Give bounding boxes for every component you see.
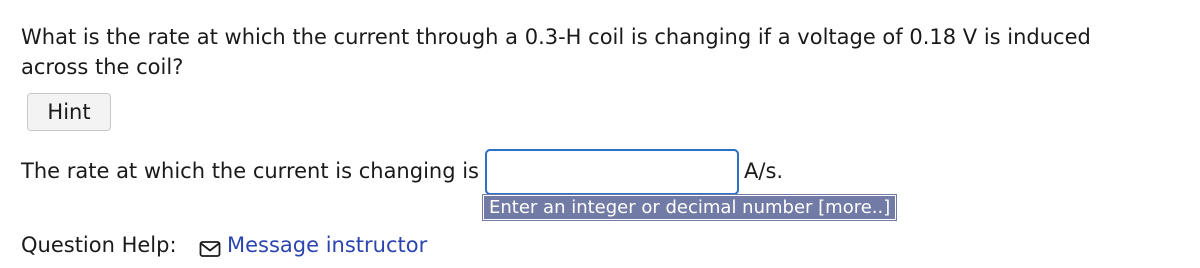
question-text: What is the rate at which the current through a 0.3-H coil is changing if a voltage of 0.18 V is induced across the coil? (21, 25, 1091, 79)
question-help-label: Question Help: (21, 233, 177, 257)
input-format-tip[interactable]: Enter an integer or decimal number [more..] (483, 195, 896, 220)
message-instructor-label: Message instructor (227, 233, 428, 257)
message-instructor-link[interactable] (199, 230, 427, 260)
mail-icon (199, 236, 221, 254)
hint-button[interactable]: Hint (27, 93, 111, 131)
unit-label: A/s. (744, 159, 784, 183)
answer-label: The rate at which the current is changing is (21, 159, 480, 183)
answer-input[interactable] (485, 149, 739, 195)
